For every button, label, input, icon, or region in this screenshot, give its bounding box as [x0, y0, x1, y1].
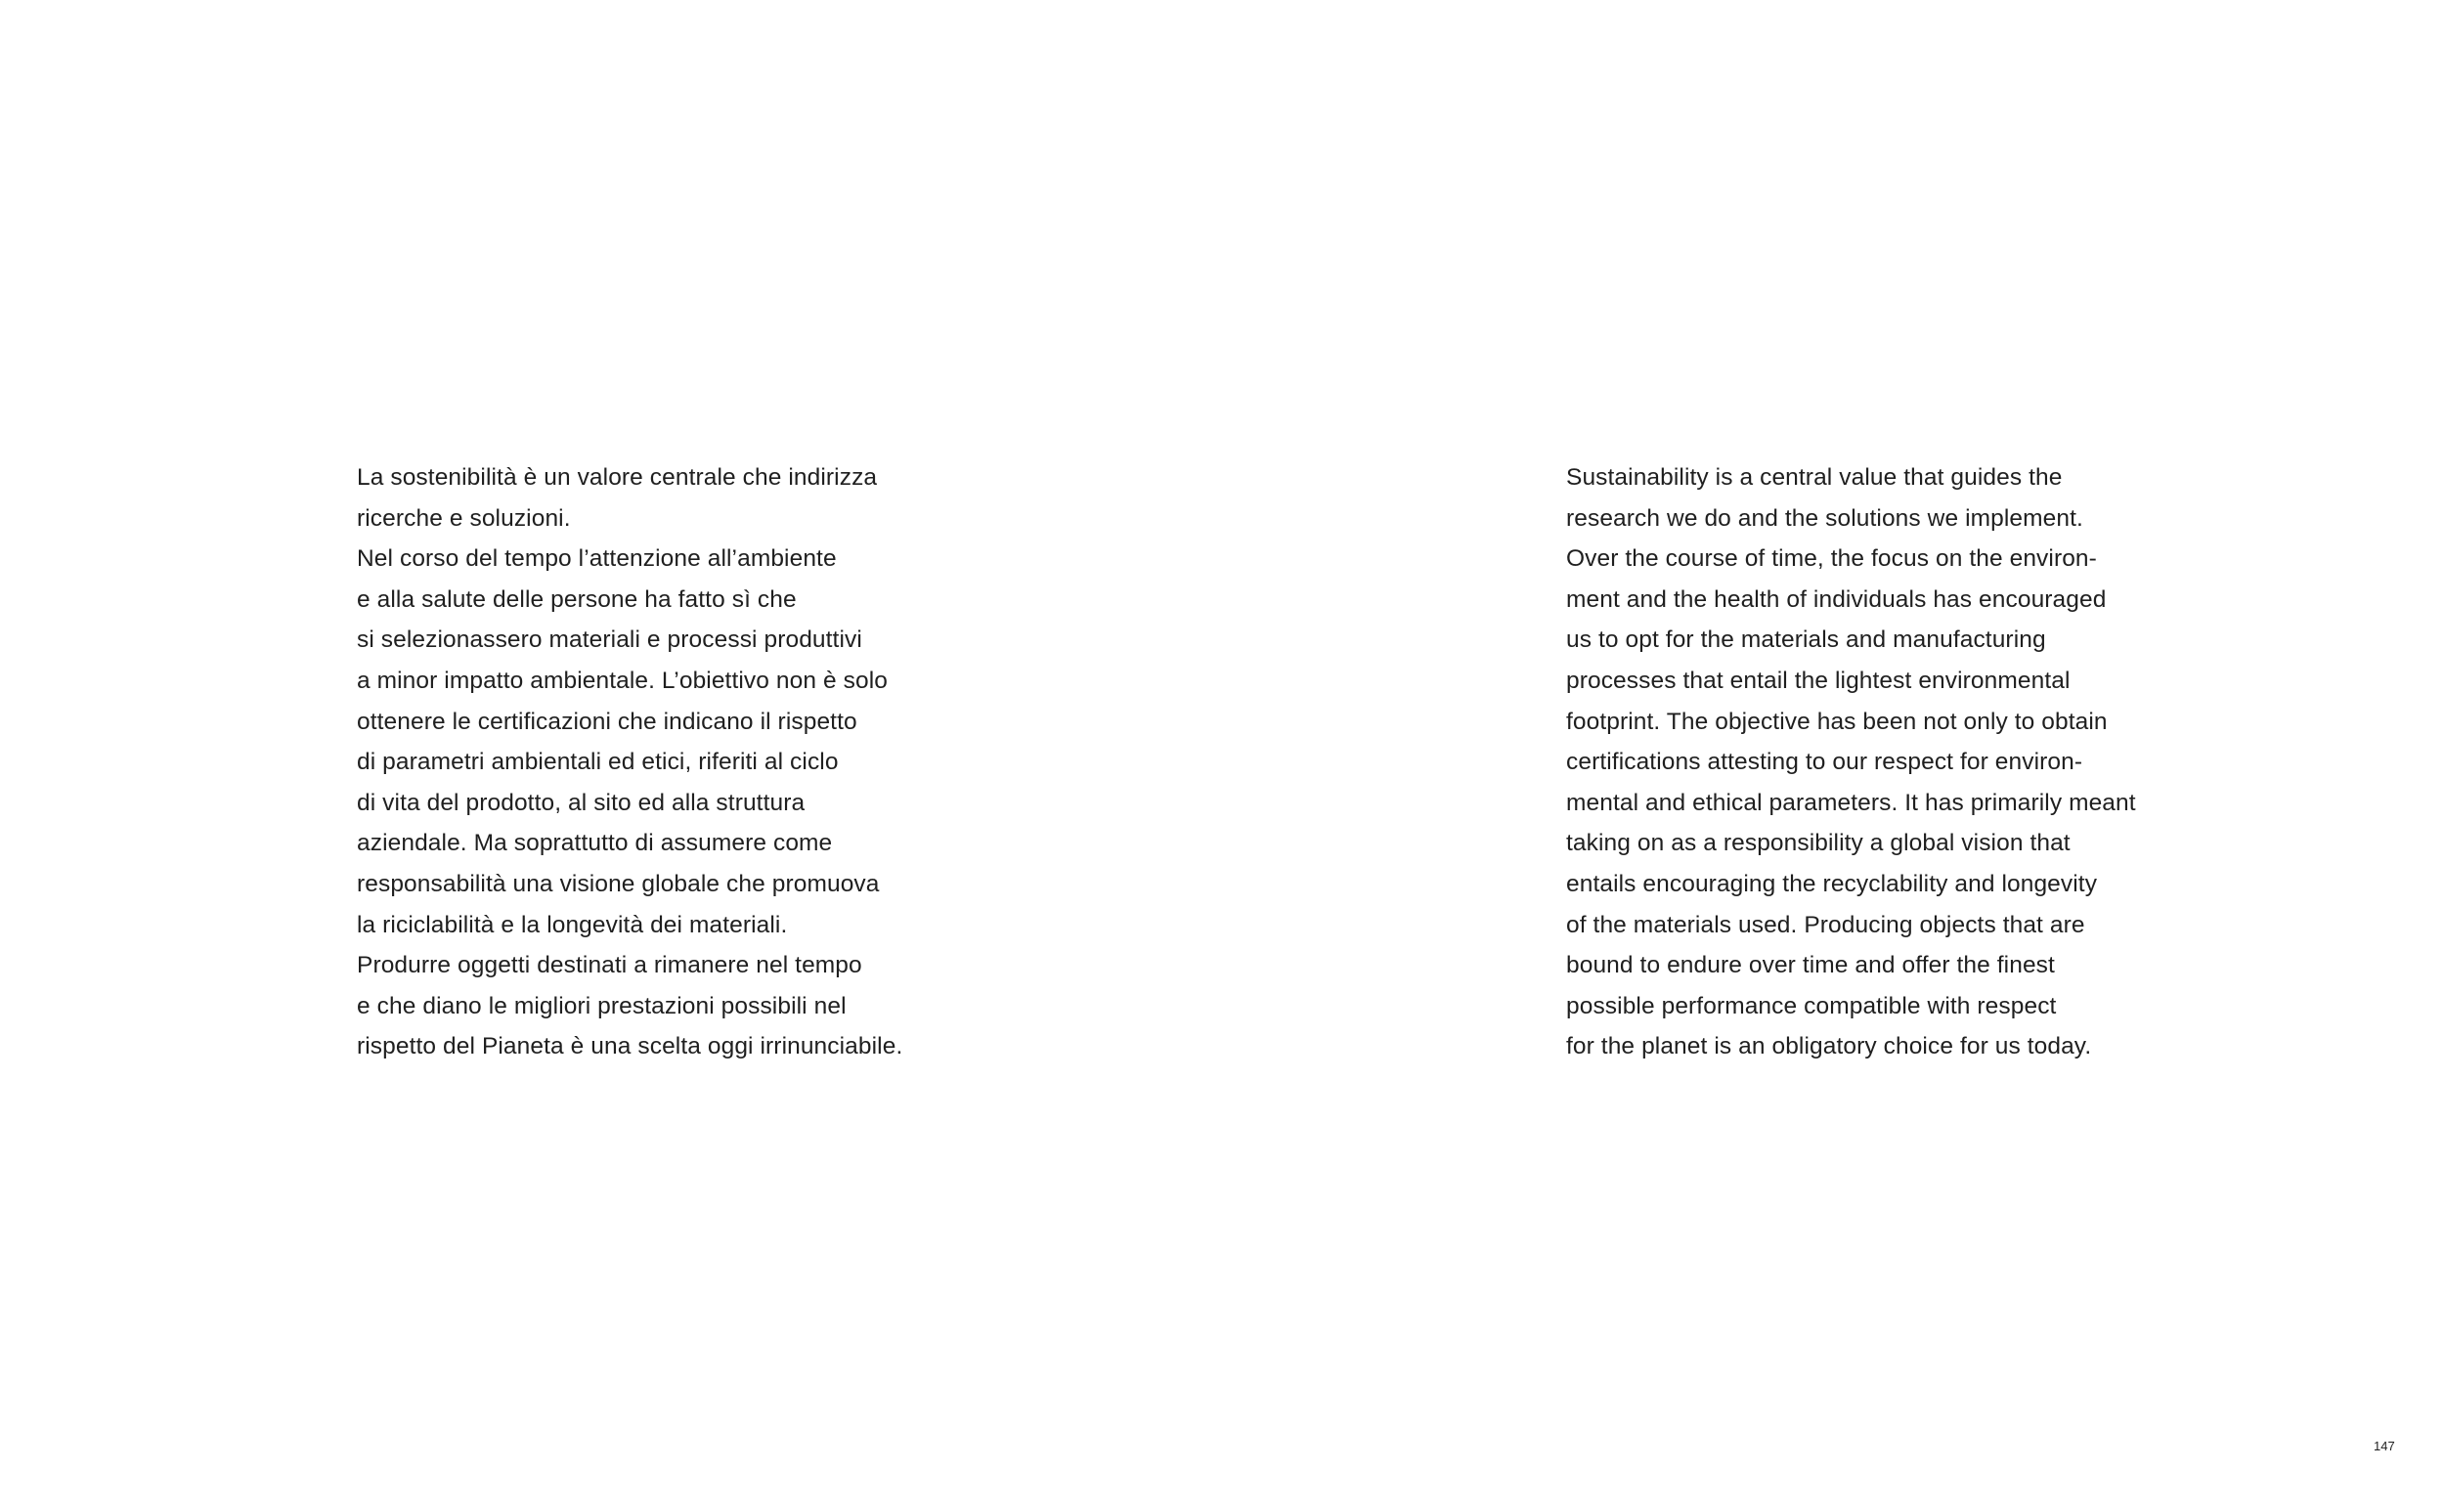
english-line: footprint. The objective has been not only to obtain [1566, 708, 2108, 735]
english-line: us to opt for the materials and manufacturing [1566, 626, 2046, 654]
english-line: taking on as a responsibility a global vision that [1566, 830, 2071, 857]
english-paragraph [1566, 457, 2136, 1067]
italian-line: ottenere le certificazioni che indicano il rispetto [357, 708, 857, 735]
italian-line: e che diano le migliori prestazioni possibili nel [357, 992, 847, 1019]
english-line: Sustainability is a central value that guides the [1566, 464, 2063, 491]
english-line: of the materials used. Producing objects that are [1566, 911, 2085, 938]
english-line: certifications attesting to our respect for environ- [1566, 749, 2083, 776]
italian-line: La sostenibilità è un valore centrale che indirizza [357, 464, 878, 491]
italian-paragraph [357, 457, 902, 1067]
english-line: bound to endure over time and offer the finest [1566, 952, 2055, 979]
english-line: mental and ethical parameters. It has primarily meant [1566, 789, 2136, 816]
italian-line: a minor impatto ambientale. L’obiettivo non è solo [357, 667, 888, 694]
italian-line: Nel corso del tempo l’attenzione all’ambiente [357, 545, 837, 573]
english-line: research we do and the solutions we implement. [1566, 504, 2083, 532]
italian-line: di parametri ambientali ed etici, riferiti al ciclo [357, 749, 839, 776]
italian-line: aziendale. Ma soprattutto di assumere come [357, 830, 833, 857]
italian-line: responsabilità una visione globale che promuova [357, 870, 880, 897]
english-line: Over the course of time, the focus on the environ- [1566, 545, 2097, 573]
italian-line: Produrre oggetti destinati a rimanere nel tempo [357, 952, 862, 979]
italian-line: di vita del prodotto, al sito ed alla struttura [357, 789, 806, 816]
italian-line: rispetto del Pianeta è una scelta oggi irrinunciabile. [357, 1033, 903, 1060]
italian-line: la riciclabilità e la longevità dei materiali. [357, 911, 788, 938]
english-line: ment and the health of individuals has encouraged [1566, 585, 2107, 613]
italian-line: e alla salute delle persone ha fatto sì che [357, 585, 797, 613]
italian-line: si selezionassero materiali e processi produttivi [357, 626, 862, 654]
english-line: entails encouraging the recyclability and longevity [1566, 870, 2098, 897]
english-line: for the planet is an obligatory choice for us today. [1566, 1033, 2092, 1060]
page-number: 147 [2374, 1439, 2395, 1453]
italian-line: ricerche e soluzioni. [357, 504, 571, 532]
english-line: possible performance compatible with respect [1566, 992, 2057, 1019]
english-line: processes that entail the lightest environmental [1566, 667, 2071, 694]
